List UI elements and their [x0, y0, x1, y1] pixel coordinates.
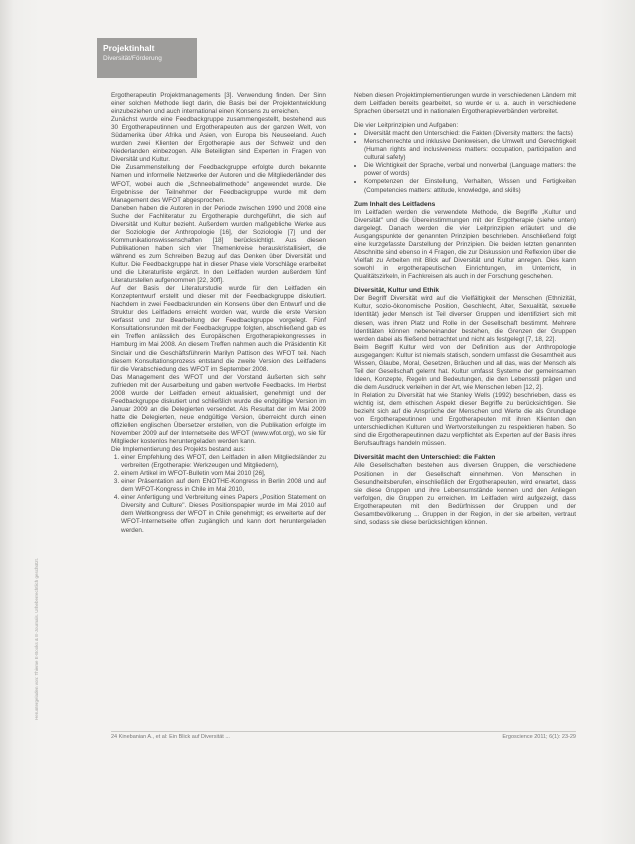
paragraph: Die Zusammenstellung der Feedbackgruppe erfolgte durch bekannte Namen und informelle Netzwerke der Autoren und die Mitgliederländer des WFOT, wobei auch die „Schneeballmethode" angewendet wurde. Die Ergebnisse der Teilnehmer der Feedbackgruppe wurde mit dem Management des WFOT abgesprochen. — [111, 164, 326, 204]
footer-right: Ergoscience 2011; 6(1): 23-29 — [502, 734, 576, 740]
download-note: Heruntergeladen von: Thieme E-Books & E-Journals. Urheberrechtlich geschützt. — [34, 558, 39, 720]
list-item: • Die Wichtigkeit der Sprache, verbal und nonverbal (Language matters: the power of words) — [364, 162, 576, 178]
paragraph: Im Leitfaden werden die verwendete Methode, die Begriffe „Kultur und Diversität" und die Übereinstimmungen mit der Ergotherapie (siehe unten) dargelegt. Danach werden die vier Leitprinzipien erläutert und die Ausgangspunkte der genannten Prinzipien beschrieben. Anschließend folgt eine kurzgefasste Darstellung der Prinzipien. Die beiden letzten genannten Abschnitte sind ebenso in 4 Fragen, die zur Diskussion und Reflexion über die Vielfalt zu Arbeiten mit Blick auf Diversität und Kultur anregen. Dies kann sowohl in ergotherapeutischen Einrichtungen, im Unterricht, in Qualitätszirkeln, in Fachkreisen als auch in der Forschung geschehen. — [354, 208, 576, 281]
section-header-box — [97, 38, 197, 78]
list-item: • Menschenrechte und inklusive Denkweisen, die Umwelt und Gerechtigkeit (Human rights and inclusiveness matters: occupation, participation and cultural safety) — [364, 138, 576, 162]
section-heading: Zum Inhalt des Leitfadens — [354, 200, 436, 208]
list-item: 4. einer Anfertigung und Verbreitung eines Papers „Position Statement on Diversity and Culture". Dieses Positionspapier wurde im Mai 2010 auf dem Weltkongress der WFOT in Chile genehmigt; es erweiterte auf der WFOT-Internetseite offen zugänglich und kann dort heruntergeladen werden. — [121, 494, 326, 534]
section-heading: Diversität, Kultur und Ethik — [354, 287, 439, 295]
paragraph: Die Implementierung des Projekts bestand aus: — [111, 446, 246, 454]
left-column — [111, 92, 326, 535]
paragraph: Zunächst wurde eine Feedbackgruppe zusammengestellt, bestehend aus 30 Ergotherapeutinnen und Ergotherapeuten aus der ganzen Welt, von Südamerika über Afrika und Asien, von Europa bis Neuseeland. Auch wurden zwei Klienten der Ergotherapie aus der Schweiz und den Niederlanden einbezogen. Alle Beteiligten sind Experten in Fragen von Diversität und Kultur. — [111, 116, 326, 164]
page-footer — [111, 734, 576, 744]
paragraph: Auf der Basis der Literaturstudie wurde für den Leitfaden ein Konzeptentwurf erstellt und dieser mit der Feedbackgruppe diskutiert. Nachdem in zwei Feedbackrunden ein Konsens über den Entwurf und die Struktur des Leitfadens erreicht worden war, wurde die erste Version verfasst und zur Bearbeitung der Feedbackgruppe vorgelegt. Fünf Konsultationsrunden mit der Feedbackgruppe folgten, abschließend gab es ein Treffen anlässlich des Europäischen Ergotherapiekongresses in Hamburg im Mai 2008. An diesem Treffen nahmen auch die Präsidentin Kit Sinclair und die Geschäftsführerin Marilyn Pattison des WFOT teil. Nach diesem Konsultationsprozess entstand die zweite Version des Leitfadens für die Verabschiedung des WFOT im September 2008. — [111, 285, 326, 373]
paragraph: Alle Gesellschaften bestehen aus diversen Gruppen, die verschiedene Positionen in der Gesellschaft einnehmen. Von Menschen in Gesundheitsberufen, einschließlich der Ergotherapeuten, wird erwartet, dass sie diese Gruppen und ihre Lebensumstände kennen und den Anliegen verfolgen, die Gruppen zu erreichen. Im Leitfaden wird aufgezeigt, dass Ergotherapeuten mit den Bedürfnissen der Gruppen und der Gesamtbevölkerung ... Gruppen in der Region, in der sie arbeiten, vertraut sind, sodass sie diese berücksichtigen können. — [354, 462, 576, 526]
paragraph: Ergotherapeutin Projektmanagements [3]. Verwendung finden. Der Sinn einer solchen Methode liegt darin, die Basis bei der Projektentwicklung einzubeziehen und auch international einen Konsens zu erreichen. — [111, 92, 326, 116]
paragraph: Beim Begriff Kultur wird von der Definition aus der Anthropologie ausgegangen: Kultur ist niemals statisch, sondern umfasst die Gesamtheit aus Wissen, Glaube, Moral, Gesetzen, Bräuchen und all das, was der Mensch als Teil der Gesellschaft gelernt hat. Kultur umfasst Systeme der gemeinsamen Ideen, Konzepte, Regeln und Bedeutungen, die den Lebensstil prägen und die dem Ausdruck verleihen in der Art, wie Menschen leben [12, 2]. — [354, 343, 577, 391]
paragraph: Der Begriff Diversität wird auf die Vielfältigkeit der Menschen (Ethnizität, Kultur, sozio-ökonomische Position, Geschlecht, Alter, Sexualität, sexuelle Identität) jeder Mensch ist Teil diverser Gruppen und identifiziert sich mit diesen, was ihren Platz und Rolle in der Gesellschaft bestimmt. Mehrere Identitäten können nebeneinander bestehen, die Grenzen der Gruppen werden dabei als fließend betrachtet und nicht als festgelegt [7, 18, 22]. — [354, 295, 576, 343]
paragraph: Neben diesen Projektimplementierungen wurde in verschiedenen Ländern mit dem Leitfaden bereits gearbeitet, so wurde er u. a. auch in verschiedene Sprachen übersetzt und in nationalen Ergotherapieverbänden verbreitet. — [354, 92, 576, 116]
list-item: • Kompetenzen der Einstellung, Verhalten, Wissen und Fertigkeiten (Competencies matters: attitude, knowledge, and skills) — [364, 178, 576, 194]
paragraph: Das Management des WFOT und der Vorstand äußerten sich sehr zufrieden mit der Ausarbeitung und gaben wertvolle Feedbacks. Im Herbst 2008 wurde der Leitfaden erneut aktualisiert, genehmigt und der Feedbackgruppe diskutiert und schließlich wurde die endgültige Version im Januar 2009 an die Delegierten versendet. Als Resultat der im Mai 2009 hatte die Delegierten, neue endgültige Version, überreicht durch einen offiziellen englischen Übersetzer erstellen, von die Publikation erfolgte im November 2009 auf der Internetseite des WFOT (www.wfot.org), wo sie für Mitglieder kostenlos heruntergeladen werden kann. — [111, 373, 326, 446]
footer-divider — [111, 731, 576, 732]
paragraph: In Relation zu Diversität hat wie Stanley Wells (1992) beschrieben, dass es wichtig ist, dem ethischen Aspekt dieser Begriffe zu berücksichtigen. Sie bezieht sich auf die Ansprüche der Menschen und Werte die als Grundlage von Ergotherapeutinnen und Ergotherapeuten mit ihren Klienten den unterschiedlichen Kulturen und Wertvorstellungen zu respektieren haben. So sind die Ergotherapeutinnen dazu verpflichtet als Experten auf der Basis ihres Berufsauftrags handeln müssen. — [354, 391, 576, 448]
footer-left: 24 Kinebanian A., et al: Ein Blick auf Diversität ... — [111, 734, 230, 740]
right-column — [354, 92, 576, 527]
section-subtitle: Diversität/Förderung — [103, 55, 162, 62]
paragraph: Daneben haben die Autoren in der Periode zwischen 1990 und 2008 eine Suche der Fachliteratur zu Ergotherapie durchgeführt, die sich auf Diversität und Kultur bezieht. Außerdem wurden maßgebliche Werke aus der Soziologie der Anthropologie [16], der Soziologie [7] und der Kommunikationswissenschaften [18] berücksichtigt. Aus diesen Publikationen haben sich vier Themenkreise herauskristallisiert, die während es zum Schreiben Bezug auf das Denken über Diversität und Kultur. Die Feedbackgruppe hat in dieser Phase viele Vorschläge erarbeitet und die Literaturliste ergänzt. In den Leitfaden wurden außerdem fünf Literaturstellen aufgenommen [22, 30ff]. — [111, 204, 326, 285]
list-item: 2. einem Artikel im WFOT-Bulletin vom Mai 2010 [26], — [121, 470, 326, 478]
list-item: • Diversität macht den Unterschied: die Fakten (Diversity matters: the facts) — [364, 130, 576, 138]
paragraph: Die vier Leitprinzipien und Aufgaben: — [354, 122, 459, 130]
implementation-list — [111, 454, 326, 534]
list-item: 3. einer Präsentation auf dem ENOTHE-Kongress in Berlin 2008 und auf dem WFOT-Kongress in Chile im Mai 2010, — [121, 478, 326, 494]
principles-list — [354, 130, 576, 194]
section-title: Projektinhalt — [103, 43, 155, 53]
section-heading: Diversität macht den Unterschied: die Fakten — [354, 454, 496, 462]
list-item: 1. einer Empfehlung des WFOT, den Leitfaden in allen Mitgliedsländer zu verbreiten (Ergotherapie: Werkzeugen und Mitgliedern), — [121, 454, 326, 470]
